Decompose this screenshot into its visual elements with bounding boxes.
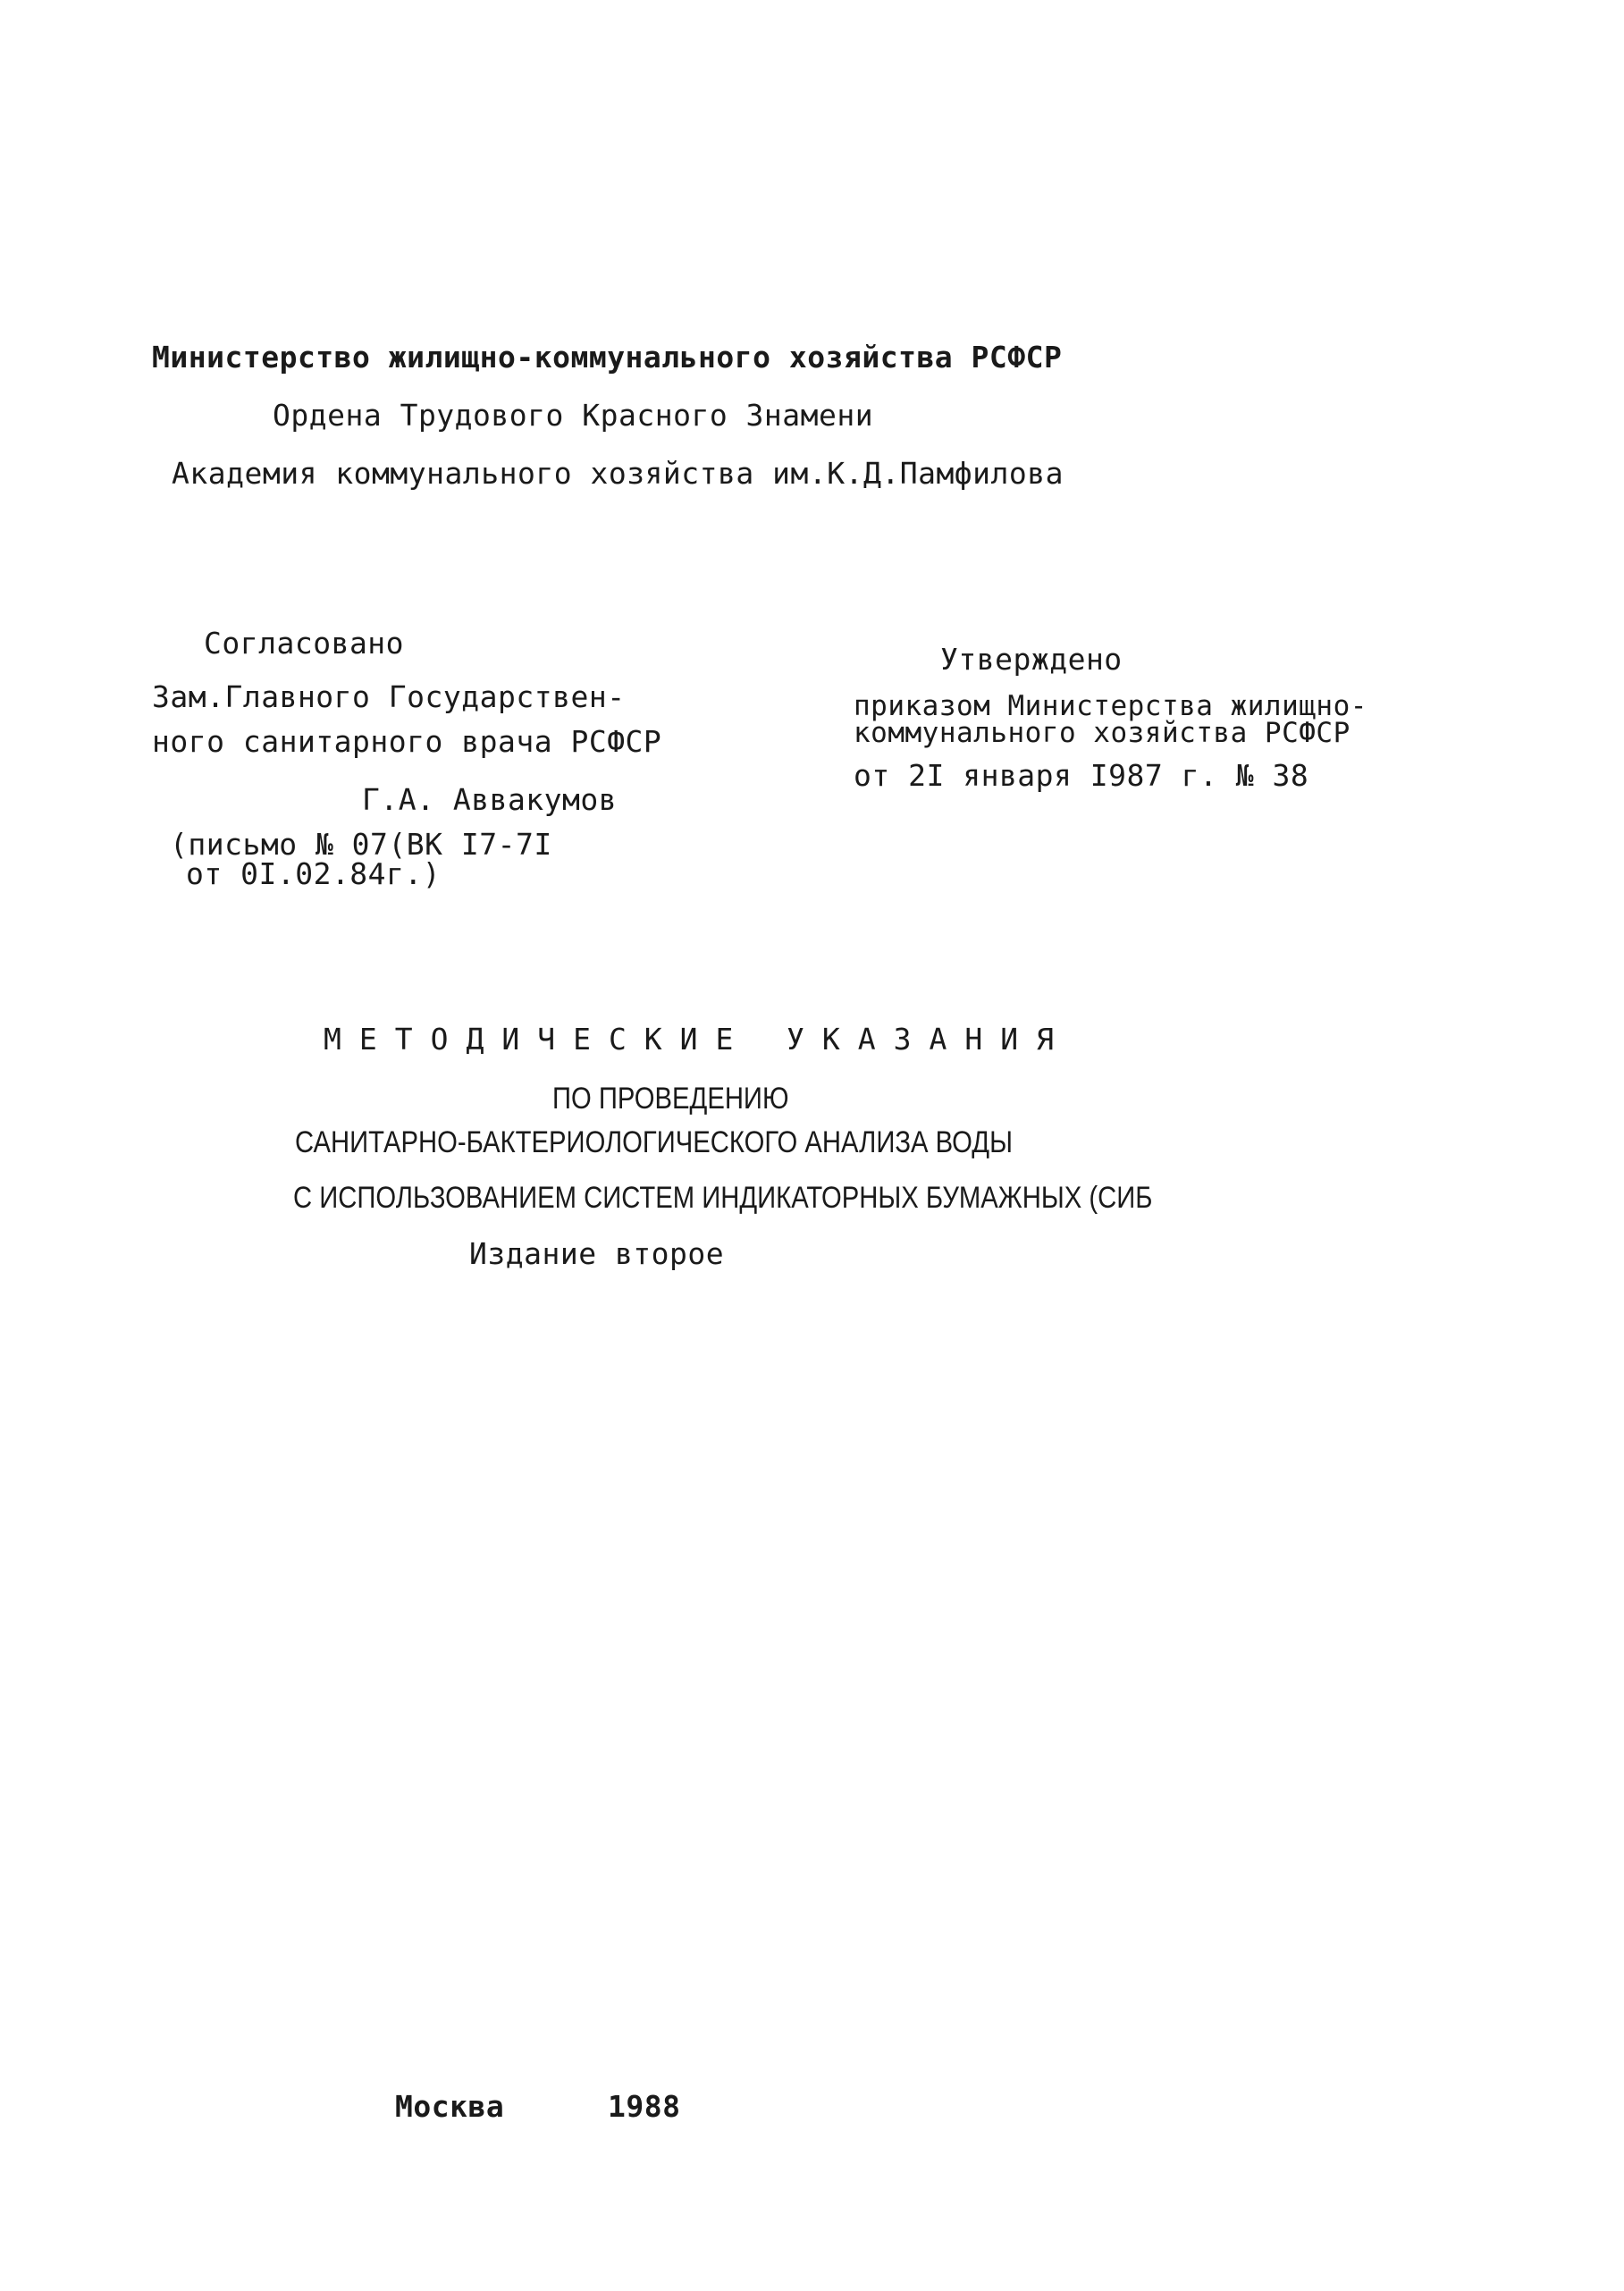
academy-name: Академия коммунального хозяйства им.К.Д.Памфилова — [172, 456, 1064, 491]
footer-year: 1988 — [608, 2089, 681, 2124]
ministry-name: Министерство жилищно-коммунального хозяйства РСФСР — [152, 340, 1063, 375]
title-line-2: САНИТАРНО-БАКТЕРИОЛОГИЧЕСКОГО АНАЛИЗА ВОДЫ — [295, 1125, 1013, 1159]
title-line-3: С ИСПОЛЬЗОВАНИЕМ СИСТЕМ ИНДИКАТОРНЫХ БУМАЖНЫХ (СИБ — [293, 1181, 1153, 1215]
approved-line-3: от 2I января I987 г. № 38 — [854, 758, 1309, 793]
approved-line-2: коммунального хозяйства РСФСР — [854, 717, 1351, 749]
title-word-1: МЕТОДИЧЕСКИЕ — [324, 1022, 752, 1057]
order-name: Ордена Трудового Красного Знамени — [273, 398, 874, 433]
agreed-heading: Согласовано — [204, 626, 405, 661]
agreed-letter-1: (письмо № 07(ВК I7-7I — [170, 827, 552, 862]
footer-city: Москва — [395, 2089, 505, 2124]
approved-heading: Утверждено — [940, 642, 1123, 677]
approved-line-1: приказом Министерства жилищно- — [854, 690, 1367, 722]
edition-note: Издание второе — [469, 1236, 725, 1271]
agreed-line-2: ного санитарного врача РСФСР — [152, 724, 662, 759]
agreed-letter-2: от 0I.02.84г.) — [186, 856, 442, 891]
agreed-signatory: Г.А. Аввакумов — [362, 782, 618, 817]
title-line-1: ПО ПРОВЕДЕНИЮ — [552, 1082, 789, 1116]
title-word-2: УКАЗАНИЯ — [787, 1022, 1072, 1057]
agreed-line-1: Зам.Главного Государствен- — [152, 679, 626, 714]
